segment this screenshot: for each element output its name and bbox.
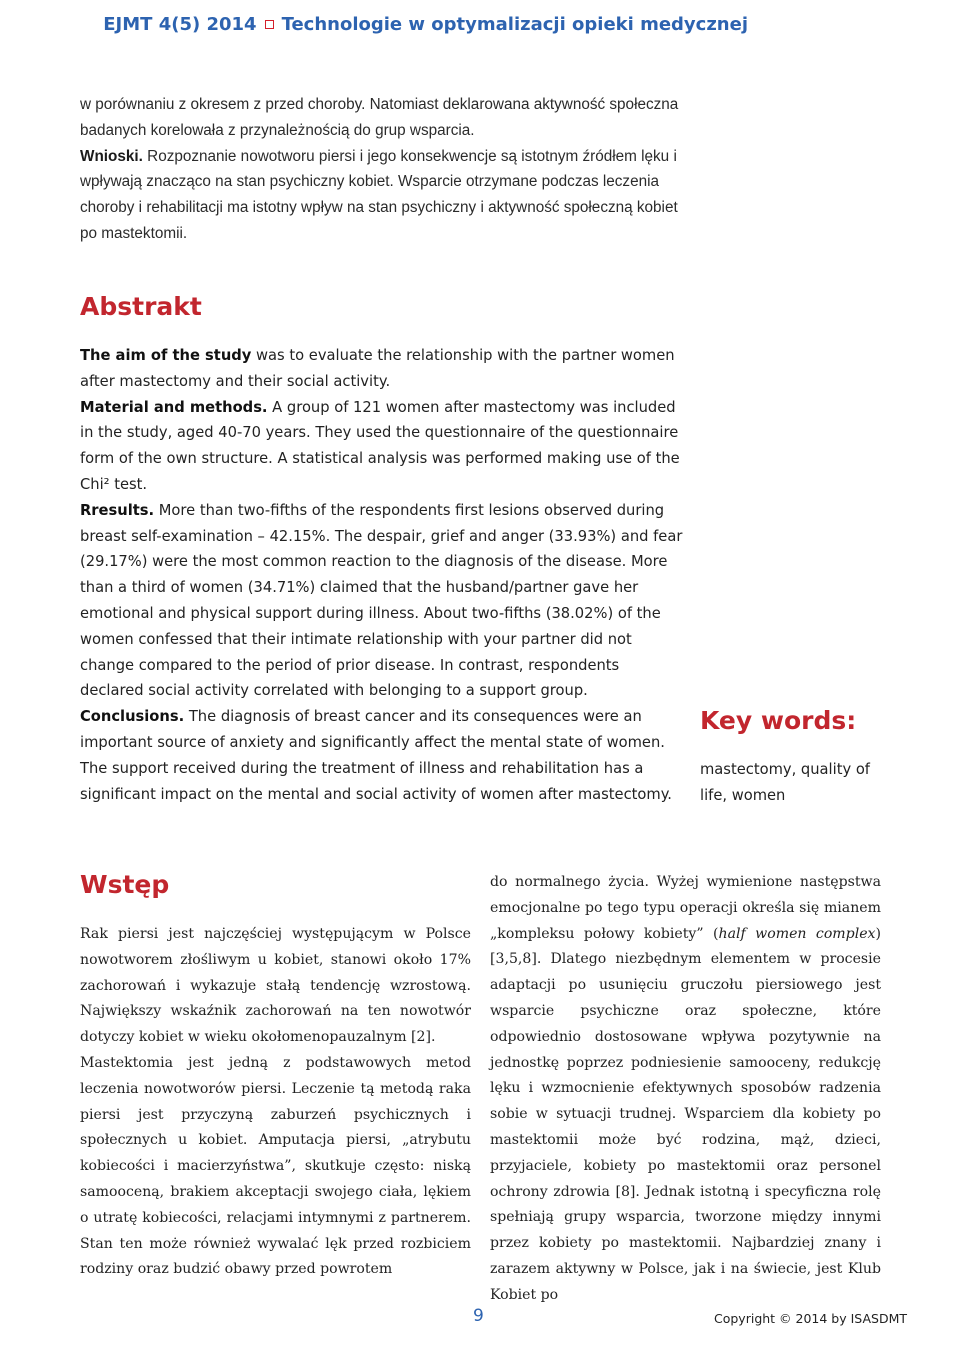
- conclusions-text: The diagnosis of breast cancer and its consequences were an important source of anxiety and significantly affect the mental state of women. The support received during the treatment of illness and rehabilitation has a significant impact on the mental and social activity of women after mastectomy.: [80, 708, 672, 803]
- english-abstract: [80, 343, 686, 807]
- conclusions-label: Conclusions.: [80, 708, 185, 726]
- polish-conclusions-label: Wnioski.: [80, 147, 143, 165]
- abstract-aim: [80, 343, 686, 395]
- keywords-heading: Key words:: [700, 706, 857, 735]
- intro-paragraph-3: [490, 870, 881, 1309]
- running-title: Technologie w optymalizacji opieki medycznej: [281, 14, 748, 35]
- square-bullet-icon: [265, 20, 274, 29]
- results-text: More than two-fifths of the respondents first lesions observed during breast self-examination – 42.15%. The despair, grief and anger (33.93%) and fear (29.17%) were the most common reaction to the diagnosis of the disease. More than a third of women (34.71%) claimed that the husband/partner gave her emotional and physical support during illness. About two-fifths (38.02%) of the women confessed that their intimate relationship with your partner did not change compared to the period of prior disease. In contrast, respondents declared social activity correlated with belonging to a support group.: [80, 501, 683, 700]
- abstract-methods: [80, 395, 686, 498]
- intro-italic-term: half women complex: [718, 925, 876, 942]
- keywords-text: mastectomy, quality of life, women: [700, 761, 870, 804]
- polish-conclusions: [80, 144, 688, 247]
- intro-paragraph-2: Mastektomia jest jedną z podstawowych metod leczenia nowotworów piersi. Leczenie tą metodą raka piersi jest przyczyną zaburzeń psychicznych i społecznych u kobiet. Amputacja piersi, „atrybutu kobiecości i macierzyństwa”, skutkuje często: niską samooceną, brakiem akceptacji swojego ciała, lękiem o utratę kobiecości, relacjami intymnymi z partnerem. Stan ten może również wywalać lęk przed rozbiciem rodziny oraz budzić obawy przed powrotem: [80, 1054, 471, 1278]
- intro-paragraph-1: Rak piersi jest najczęściej występującym w Polsce nowotworem złośliwym u kobiet, stanowi około 17% zachorowań i wykazuje stałą tendencję wzrostową. Największy wskaźnik zachorowań na ten nowotwór dotyczy kobiet w wieku okołomenopauzalnym [2].: [80, 926, 471, 1046]
- copyright-notice: Copyright © 2014 by ISASDMT: [714, 1311, 907, 1326]
- abstract-conclusions: [80, 704, 686, 807]
- methods-label: Material and methods.: [80, 398, 268, 416]
- intro-left-column: [80, 922, 471, 1283]
- intro-heading: Wstęp: [80, 870, 170, 899]
- page-header: [0, 0, 960, 58]
- aim-text: was to evaluate the relationship with the partner women after mastectomy and their social activity.: [80, 347, 675, 390]
- abstract-results: [80, 498, 686, 704]
- polish-abstract-end: [80, 92, 688, 247]
- abstract-heading: Abstrakt: [80, 292, 202, 321]
- running-header: [103, 14, 748, 35]
- journal-issue: EJMT 4(5) 2014: [103, 14, 257, 35]
- methods-text: A group of 121 women after mastectomy was included in the study, aged 40-70 years. They used the questionnaire of the questionnaire form of the own structure. A statistical analysis was performed making use of the Chi² test.: [80, 398, 680, 493]
- results-label: Rresults.: [80, 501, 155, 519]
- polish-conclusions-text: Rozpoznanie nowotworu piersi i jego konsekwencje są istotnym źródłem lęku i wpływają znacząco na stan psychiczny kobiet. Wsparcie otrzymane podczas leczenia choroby i rehabilitacji ma istotny wpływ na stan psychiczny i aktywność społeczną kobiet po mastektomii.: [80, 147, 678, 242]
- intro-paragraph-3-part-b: ) [3,5,8]. Dlatego niezbędnym elementem w procesie adaptacji po usunięciu gruczołu piersiowego jest wsparcie psychiczne oraz społeczne, które odpowiednio dostosowane wpływa pozytywnie na jednostkę poprzez podniesienie samooceny, redukcję lęku i wzmocnienie efektywnych sposobów radzenia sobie w sytuacji trudnej. Wsparciem dla kobiety po mastektomii może być rodzina, mąż, dzieci, przyjaciele, kobiety po mastektomii oraz personel ochrony zdrowia [8]. Jednak istotną i specyficzna rolę spełniają grupy wsparcia, tworzone między innymi przez kobiety po mastektomii. Najbardziej znany i zarazem aktywny w Polsce, jak i na świecie, jest Klub Kobiet po: [490, 925, 881, 1303]
- aim-label: The aim of the study: [80, 347, 252, 364]
- intro-right-column: [490, 870, 881, 1309]
- polish-abstract-results-tail: w porównaniu z okresem z przed choroby. Natomiast deklarowana aktywność społeczna badanych korelowała z przynależnością do grup wsparcia.: [80, 96, 679, 139]
- intro-paragraph-3-part-a: do normalnego życia. Wyżej wymienione następstwa emocjonalne po tego typu operacji określa się mianem „kompleksu połowy kobiety” (: [490, 874, 881, 942]
- page-number: 9: [473, 1306, 484, 1326]
